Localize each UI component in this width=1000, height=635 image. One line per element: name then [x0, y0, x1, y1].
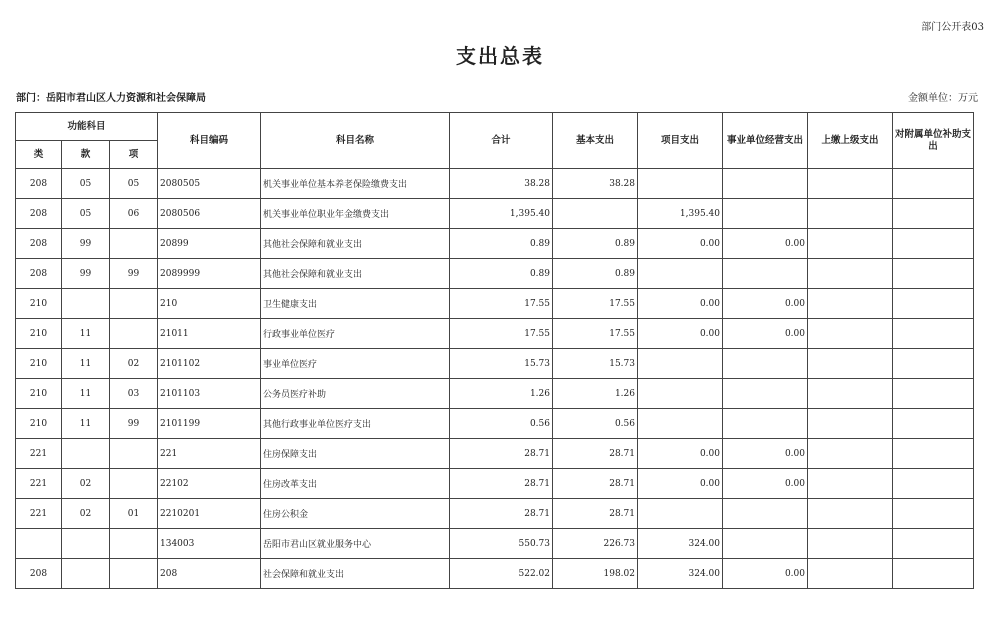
- cell-project: [638, 169, 723, 199]
- cell-xiang: [110, 559, 158, 589]
- cell-business: [723, 199, 808, 229]
- cell-basic: 17.55: [553, 289, 638, 319]
- cell-lei: 208: [16, 229, 62, 259]
- cell-lei: 210: [16, 289, 62, 319]
- table-row: [16, 409, 974, 439]
- cell-name: 社会保障和就业支出: [261, 559, 450, 589]
- cell-code: 221: [158, 439, 261, 469]
- cell-xiang: [110, 229, 158, 259]
- header-lei: 类: [16, 141, 62, 169]
- cell-total: 522.02: [450, 559, 553, 589]
- cell-project: 0.00: [638, 319, 723, 349]
- cell-business: [723, 169, 808, 199]
- header-total: 合计: [450, 113, 553, 169]
- table-row: [16, 169, 974, 199]
- cell-name: 其他社会保障和就业支出: [261, 229, 450, 259]
- cell-kuan: [62, 289, 110, 319]
- cell-project: 0.00: [638, 289, 723, 319]
- cell-kuan: 05: [62, 199, 110, 229]
- cell-code: 22102: [158, 469, 261, 499]
- cell-subsidy: [893, 409, 974, 439]
- cell-basic: 17.55: [553, 319, 638, 349]
- cell-upper: [808, 199, 893, 229]
- cell-upper: [808, 409, 893, 439]
- expenditure-table: [15, 112, 974, 589]
- cell-business: 0.00: [723, 229, 808, 259]
- table-row: [16, 529, 974, 559]
- cell-lei: 221: [16, 439, 62, 469]
- cell-project: 1,395.40: [638, 199, 723, 229]
- cell-xiang: 99: [110, 259, 158, 289]
- cell-total: 0.89: [450, 229, 553, 259]
- table-row: [16, 469, 974, 499]
- cell-lei: 208: [16, 169, 62, 199]
- cell-kuan: [62, 439, 110, 469]
- cell-business: [723, 499, 808, 529]
- cell-basic: 226.73: [553, 529, 638, 559]
- cell-basic: [553, 199, 638, 229]
- cell-kuan: 11: [62, 379, 110, 409]
- cell-name: 岳阳市君山区就业服务中心: [261, 529, 450, 559]
- cell-basic: 0.89: [553, 259, 638, 289]
- table-row: [16, 199, 974, 229]
- header-project: 项目支出: [638, 113, 723, 169]
- table-row: [16, 289, 974, 319]
- cell-upper: [808, 319, 893, 349]
- table-row: [16, 349, 974, 379]
- cell-business: 0.00: [723, 319, 808, 349]
- cell-basic: 1.26: [553, 379, 638, 409]
- cell-subsidy: [893, 349, 974, 379]
- cell-project: [638, 409, 723, 439]
- cell-total: 28.71: [450, 499, 553, 529]
- cell-name: 住房保障支出: [261, 439, 450, 469]
- cell-upper: [808, 259, 893, 289]
- cell-basic: 15.73: [553, 349, 638, 379]
- cell-name: 公务员医疗补助: [261, 379, 450, 409]
- cell-code: 21011: [158, 319, 261, 349]
- cell-business: [723, 349, 808, 379]
- cell-upper: [808, 289, 893, 319]
- cell-code: 2089999: [158, 259, 261, 289]
- cell-subsidy: [893, 529, 974, 559]
- table-row: [16, 559, 974, 589]
- cell-upper: [808, 559, 893, 589]
- cell-kuan: 02: [62, 499, 110, 529]
- cell-total: 28.71: [450, 439, 553, 469]
- cell-name: 住房改革支出: [261, 469, 450, 499]
- cell-code: 20899: [158, 229, 261, 259]
- cell-code: 134003: [158, 529, 261, 559]
- cell-total: 0.56: [450, 409, 553, 439]
- cell-kuan: 11: [62, 349, 110, 379]
- cell-xiang: [110, 469, 158, 499]
- cell-upper: [808, 439, 893, 469]
- cell-upper: [808, 469, 893, 499]
- cell-lei: 210: [16, 379, 62, 409]
- cell-basic: 28.71: [553, 439, 638, 469]
- cell-subsidy: [893, 559, 974, 589]
- header-subsidy: 对附属单位补助支出: [893, 113, 974, 169]
- cell-code: 2101103: [158, 379, 261, 409]
- cell-lei: 208: [16, 199, 62, 229]
- cell-xiang: 05: [110, 169, 158, 199]
- header-business: 事业单位经营支出: [723, 113, 808, 169]
- cell-project: [638, 349, 723, 379]
- cell-total: 15.73: [450, 349, 553, 379]
- cell-code: 2080506: [158, 199, 261, 229]
- table-row: [16, 499, 974, 529]
- cell-subsidy: [893, 319, 974, 349]
- header-kuan: 款: [62, 141, 110, 169]
- cell-xiang: [110, 439, 158, 469]
- cell-kuan: [62, 529, 110, 559]
- header-upper: 上缴上级支出: [808, 113, 893, 169]
- cell-lei: 208: [16, 559, 62, 589]
- cell-xiang: [110, 289, 158, 319]
- cell-xiang: [110, 319, 158, 349]
- table-row: [16, 379, 974, 409]
- cell-code: 2080505: [158, 169, 261, 199]
- cell-lei: 210: [16, 349, 62, 379]
- cell-business: 0.00: [723, 469, 808, 499]
- cell-project: 0.00: [638, 469, 723, 499]
- table-row: [16, 229, 974, 259]
- table-row: [16, 319, 974, 349]
- page-title: 支出总表: [456, 44, 544, 68]
- cell-business: [723, 379, 808, 409]
- cell-total: 1.26: [450, 379, 553, 409]
- cell-subsidy: [893, 259, 974, 289]
- cell-total: 17.55: [450, 319, 553, 349]
- cell-subsidy: [893, 169, 974, 199]
- cell-lei: 221: [16, 469, 62, 499]
- cell-business: [723, 259, 808, 289]
- cell-name: 卫生健康支出: [261, 289, 450, 319]
- cell-xiang: 01: [110, 499, 158, 529]
- cell-total: 0.89: [450, 259, 553, 289]
- cell-xiang: 06: [110, 199, 158, 229]
- cell-xiang: 03: [110, 379, 158, 409]
- header-name: 科目名称: [261, 113, 450, 169]
- cell-code: 210: [158, 289, 261, 319]
- table-row: [16, 259, 974, 289]
- cell-name: 行政事业单位医疗: [261, 319, 450, 349]
- cell-code: 2101199: [158, 409, 261, 439]
- cell-kuan: 99: [62, 229, 110, 259]
- cell-basic: 0.89: [553, 229, 638, 259]
- cell-subsidy: [893, 439, 974, 469]
- cell-project: 0.00: [638, 229, 723, 259]
- cell-name: 其他行政事业单位医疗支出: [261, 409, 450, 439]
- cell-subsidy: [893, 469, 974, 499]
- cell-business: [723, 409, 808, 439]
- cell-code: 2210201: [158, 499, 261, 529]
- cell-upper: [808, 229, 893, 259]
- cell-xiang: 02: [110, 349, 158, 379]
- cell-project: 324.00: [638, 559, 723, 589]
- cell-kuan: 11: [62, 409, 110, 439]
- cell-subsidy: [893, 229, 974, 259]
- cell-kuan: 11: [62, 319, 110, 349]
- cell-total: 550.73: [450, 529, 553, 559]
- cell-upper: [808, 529, 893, 559]
- cell-total: 28.71: [450, 469, 553, 499]
- cell-project: 324.00: [638, 529, 723, 559]
- cell-lei: 210: [16, 409, 62, 439]
- cell-kuan: [62, 559, 110, 589]
- cell-total: 38.28: [450, 169, 553, 199]
- cell-subsidy: [893, 199, 974, 229]
- amount-unit-label: 金额单位：万元: [908, 93, 978, 104]
- cell-name: 住房公积金: [261, 499, 450, 529]
- cell-upper: [808, 349, 893, 379]
- cell-business: 0.00: [723, 289, 808, 319]
- cell-code: 208: [158, 559, 261, 589]
- header-basic: 基本支出: [553, 113, 638, 169]
- cell-code: 2101102: [158, 349, 261, 379]
- cell-name: 其他社会保障和就业支出: [261, 259, 450, 289]
- cell-kuan: 02: [62, 469, 110, 499]
- cell-basic: 28.71: [553, 499, 638, 529]
- cell-upper: [808, 169, 893, 199]
- cell-lei: 221: [16, 499, 62, 529]
- cell-total: 17.55: [450, 289, 553, 319]
- cell-basic: 198.02: [553, 559, 638, 589]
- cell-project: 0.00: [638, 439, 723, 469]
- header-func-subject: 功能科目: [16, 113, 158, 141]
- cell-business: [723, 529, 808, 559]
- cell-lei: 208: [16, 259, 62, 289]
- cell-project: [638, 379, 723, 409]
- cell-basic: 28.71: [553, 469, 638, 499]
- cell-name: 机关事业单位基本养老保险缴费支出: [261, 169, 450, 199]
- header-xiang: 项: [110, 141, 158, 169]
- cell-subsidy: [893, 379, 974, 409]
- cell-name: 事业单位医疗: [261, 349, 450, 379]
- department-label: 部门：岳阳市君山区人力资源和社会保障局: [16, 93, 206, 104]
- table-number: 部门公开表03: [921, 22, 984, 33]
- table-row: [16, 439, 974, 469]
- cell-basic: 38.28: [553, 169, 638, 199]
- cell-xiang: 99: [110, 409, 158, 439]
- cell-subsidy: [893, 499, 974, 529]
- cell-subsidy: [893, 289, 974, 319]
- cell-lei: [16, 529, 62, 559]
- header-code: 科目编码: [158, 113, 261, 169]
- cell-upper: [808, 499, 893, 529]
- cell-total: 1,395.40: [450, 199, 553, 229]
- cell-name: 机关事业单位职业年金缴费支出: [261, 199, 450, 229]
- cell-kuan: 99: [62, 259, 110, 289]
- cell-business: 0.00: [723, 439, 808, 469]
- cell-upper: [808, 379, 893, 409]
- cell-project: [638, 499, 723, 529]
- cell-business: 0.00: [723, 559, 808, 589]
- cell-kuan: 05: [62, 169, 110, 199]
- cell-lei: 210: [16, 319, 62, 349]
- cell-project: [638, 259, 723, 289]
- cell-xiang: [110, 529, 158, 559]
- cell-basic: 0.56: [553, 409, 638, 439]
